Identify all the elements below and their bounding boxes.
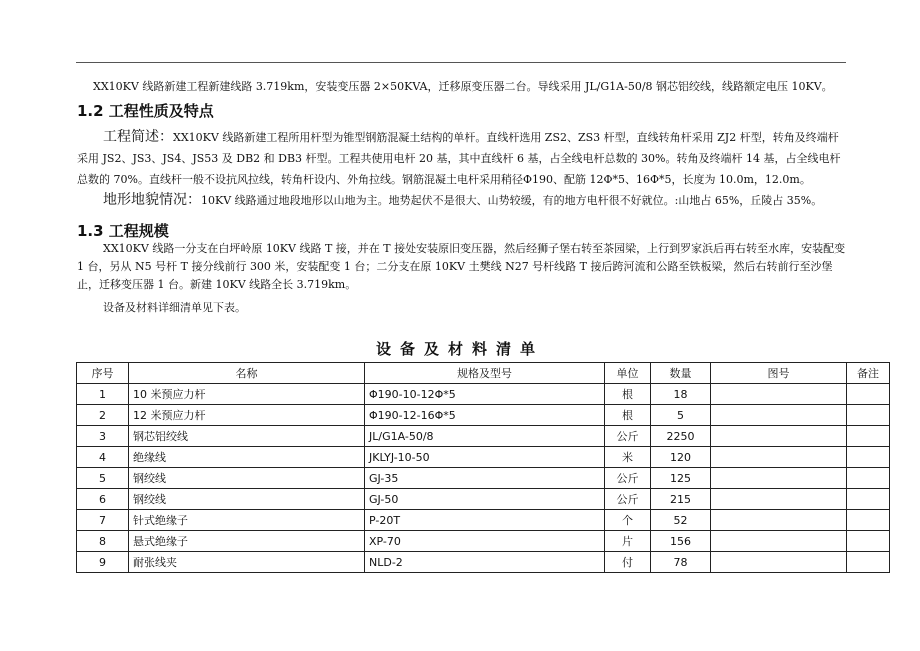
cell-drawing-no — [711, 510, 847, 531]
cell-index: 9 — [77, 552, 129, 573]
cell-name: 针式绝缘子 — [129, 510, 365, 531]
header-rule — [76, 62, 846, 63]
overview-lead: 工程简述： — [103, 129, 173, 145]
header-remarks: 备注 — [847, 363, 890, 384]
table-row — [77, 384, 890, 405]
cell-quantity: 18 — [651, 384, 711, 405]
terrain-lead: 地形地貌情况： — [103, 192, 201, 208]
cell-spec: Φ190-10-12Φ*5 — [365, 384, 605, 405]
cell-name: 耐张线夹 — [129, 552, 365, 573]
table-row — [77, 531, 890, 552]
cell-index: 3 — [77, 426, 129, 447]
table-row — [77, 447, 890, 468]
table-row — [77, 468, 890, 489]
section-heading-1-2: 1.2 工程性质及特点 — [77, 102, 214, 120]
header-spec: 规格及型号 — [365, 363, 605, 384]
cell-unit: 根 — [605, 384, 651, 405]
cell-drawing-no — [711, 552, 847, 573]
cell-drawing-no — [711, 405, 847, 426]
cell-quantity: 125 — [651, 468, 711, 489]
cell-drawing-no — [711, 531, 847, 552]
cell-name: 绝缘线 — [129, 447, 365, 468]
terrain-paragraph — [77, 189, 847, 212]
cell-quantity: 78 — [651, 552, 711, 573]
cell-remarks — [847, 426, 890, 447]
header-unit: 单位 — [605, 363, 651, 384]
cell-remarks — [847, 552, 890, 573]
cell-remarks — [847, 489, 890, 510]
cell-drawing-no — [711, 384, 847, 405]
cell-index: 1 — [77, 384, 129, 405]
header-index: 序号 — [77, 363, 129, 384]
materials-table — [76, 362, 890, 573]
see-below-note: 设备及材料详细清单见下表。 — [103, 301, 246, 314]
cell-unit: 米 — [605, 447, 651, 468]
cell-quantity: 120 — [651, 447, 711, 468]
cell-quantity: 2250 — [651, 426, 711, 447]
cell-index: 4 — [77, 447, 129, 468]
overview-text: XX10KV 线路新建工程所用杆型为锥型钢筋混凝土结构的单杆。直线杆选用 ZS2、ZS3 杆型，直线转角杆采用 ZJ2 杆型，转角及终端杆采用 JS2、JS3、JS4、JS53 及 DB2 和 DB3 杆型。工程共使用电杆 20 基，其中直线杆 6 基，占全线电杆总数的 30%。转角及终端杆 14 基，占全线电杆总数的 70%。直线杆一般不设抗风拉线，转角杆设内、外角拉线。钢筋混凝土电杆采用稍径Φ190、配筋 12Φ*5、16Φ*5，长度为 10.0m，12.0m。 — [77, 131, 841, 186]
cell-index: 2 — [77, 405, 129, 426]
table-row — [77, 489, 890, 510]
cell-index: 6 — [77, 489, 129, 510]
cell-unit: 个 — [605, 510, 651, 531]
table-row — [77, 426, 890, 447]
intro-paragraph: XX10KV 线路新建工程新建线路 3.719km，安装变压器 2×50KVA，迁移原变压器二台。导线采用 JL/G1A-50/8 钢芯铝绞线，线路额定电压 10KV。 — [93, 80, 833, 93]
table-title: 设备及材料清单 — [375, 340, 544, 358]
cell-drawing-no — [711, 468, 847, 489]
cell-drawing-no — [711, 426, 847, 447]
terrain-text: 10KV 线路通过地段地形以山地为主。地势起伏不是很大、山势较缓，有的地方电杆很不好就位。:山地占 65%，丘陵占 35%。 — [201, 194, 823, 207]
cell-quantity: 215 — [651, 489, 711, 510]
cell-name: 10 米预应力杆 — [129, 384, 365, 405]
cell-unit: 公斤 — [605, 426, 651, 447]
header-drawing-no: 图号 — [711, 363, 847, 384]
header-name: 名称 — [129, 363, 365, 384]
cell-quantity: 5 — [651, 405, 711, 426]
table-row — [77, 405, 890, 426]
header-quantity: 数量 — [651, 363, 711, 384]
cell-spec: JKLYJ-10-50 — [365, 447, 605, 468]
cell-remarks — [847, 510, 890, 531]
table-header-row — [77, 363, 890, 384]
cell-spec: GJ-50 — [365, 489, 605, 510]
cell-drawing-no — [711, 447, 847, 468]
overview-paragraph — [77, 127, 847, 190]
cell-name: 12 米预应力杆 — [129, 405, 365, 426]
cell-name: 悬式绝缘子 — [129, 531, 365, 552]
table-row — [77, 510, 890, 531]
cell-index: 8 — [77, 531, 129, 552]
cell-unit: 根 — [605, 405, 651, 426]
cell-name: 钢绞线 — [129, 489, 365, 510]
cell-remarks — [847, 384, 890, 405]
cell-quantity: 156 — [651, 531, 711, 552]
cell-spec: JL/G1A-50/8 — [365, 426, 605, 447]
cell-name: 钢芯铝绞线 — [129, 426, 365, 447]
cell-remarks — [847, 468, 890, 489]
cell-remarks — [847, 531, 890, 552]
cell-spec: XP-70 — [365, 531, 605, 552]
cell-unit: 公斤 — [605, 489, 651, 510]
cell-drawing-no — [711, 489, 847, 510]
cell-spec: NLD-2 — [365, 552, 605, 573]
cell-quantity: 52 — [651, 510, 711, 531]
cell-remarks — [847, 405, 890, 426]
cell-spec: Φ190-12-16Φ*5 — [365, 405, 605, 426]
cell-unit: 公斤 — [605, 468, 651, 489]
cell-index: 7 — [77, 510, 129, 531]
section-heading-1-3: 1.3 工程规模 — [77, 222, 169, 240]
cell-index: 5 — [77, 468, 129, 489]
cell-spec: P-20T — [365, 510, 605, 531]
cell-spec: GJ-35 — [365, 468, 605, 489]
cell-unit: 付 — [605, 552, 651, 573]
cell-remarks — [847, 447, 890, 468]
cell-name: 钢绞线 — [129, 468, 365, 489]
scale-paragraph: XX10KV 线路一分支在白坪岭原 10KV 线路 T 接，并在 T 接处安装原旧变压器，然后经狮子堡右转至茶园梁，上行到罗家浜后再右转至水库，安装配变 1 台，另从 N5 号杆 T 接分线前行 300 米，安装配变 1 台；二分支在原 10KV 土樊线 N27 号杆线路 T 接后跨河流和公路至铁板梁，然后右转前行至沙堡止，迁移变压器 1 台。新建 10KV 线路全长 3.719km。 — [77, 242, 846, 291]
table-row — [77, 552, 890, 573]
cell-unit: 片 — [605, 531, 651, 552]
